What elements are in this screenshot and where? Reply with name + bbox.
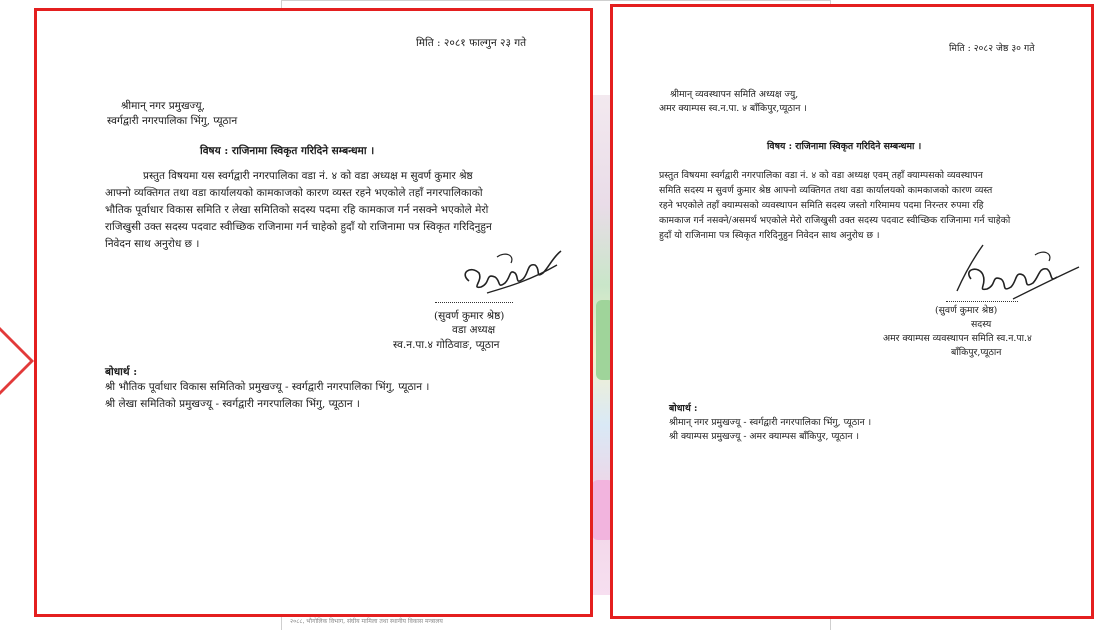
addressee-line: अमर क्याम्पस स्व.न.पा. ४ बाँकिपुर,प्यूठान ।: [659, 103, 807, 114]
cc-line: श्री क्याम्पस प्रमुखज्यू - अमर क्याम्पस बाँकिपुर, प्यूठान ।: [669, 431, 859, 442]
cc-line: श्रीमान् नगर प्रमुखज्यू - स्वर्गद्वारी नगरपालिका भिंगु, प्यूठान ।: [669, 417, 872, 428]
body-line: निवेदन साथ अनुरोध छ ।: [105, 238, 200, 250]
signatory-title: सदस्य: [971, 319, 992, 330]
signatory-office: स्व.न.पा.४ गोठिवाङ, प्यूठान: [393, 339, 500, 351]
body-line: कामकाज गर्न नसक्ने/असमर्थ भएकोले मेरो राजिखुसी उक्त सदस्य पदवाट स्वीच्छिक राजिनामा गर्न चाहेको: [659, 215, 1011, 226]
signature-line: [946, 301, 1018, 302]
signatory-office: अमर क्याम्पस व्यवस्थापन समिति स्व.न.पा.४: [883, 333, 1032, 344]
body-line: हुदाँ यो राजिनामा पत्र स्विकृत गरिदिनुहुन निवेदन साथ अनुरोध छ ।: [659, 230, 880, 241]
body-line: भौतिक पूर्वाधार विकास समिति र लेखा समितिको सदस्य पदमा रहि कामकाज गर्न नसक्ने भएकोले मेरो: [105, 204, 489, 216]
cc-heading: बोधार्थ :: [105, 366, 138, 378]
body-line: आफ्नो व्यक्तिगत तथा वडा कार्यालयको कामकाजको कारण व्यस्त रहने भएकोले तहाँ नगरपालिकाको: [105, 187, 483, 199]
addressee-line: श्रीमान् व्यवस्थापन समिति अध्यक्ष ज्यु,: [670, 89, 799, 100]
background-footer-note: २०८८, भौगोलिक विभाग, संघीय मामिला तथा स्थानीय विकास मन्त्रालय: [290, 618, 443, 625]
body-line: राजिखुसी उक्त सदस्य पदवाट स्वीच्छिक राजिनामा गर्न चाहेको हुदाँ यो राजिनामा पत्र स्विकृत गरिदिनुहुन: [105, 221, 492, 233]
letter-subject: विषय : राजिनामा स्विकृत गरिदिने सम्बन्धमा ।: [200, 145, 375, 157]
signatory-name: (सुवर्ण कुमार श्रेष्ठ): [935, 305, 998, 316]
body-line: प्रस्तुत विषयमा यस स्वर्गद्वारी नगरपालिका वडा नं. ४ को वडा अध्यक्ष म सुवर्ण कुमार श्रेष्ठ: [143, 170, 473, 182]
body-line: प्रस्तुत विषयमा स्वर्गद्वारी नगरपालिका वडा नं. ४ को वडा अध्यक्ष एवम् तहाँ क्याम्पसको व्यवस्थापन: [659, 170, 983, 181]
background-page-top-rule: [281, 0, 831, 1]
cc-heading: बोधार्थ :: [669, 403, 698, 414]
letter-subject: विषय : राजिनामा स्विकृत गरिदिने सम्बन्धमा ।: [767, 141, 922, 152]
body-line: रहने भएकोले तहाँ क्याम्पसको व्यवस्थापन समिति सदस्य जस्तो गरिमामय पदमा निरन्तर रुपमा रहि: [659, 200, 984, 211]
letter-date: मिति : २०८१ फाल्गुन २३ गते: [416, 37, 527, 49]
addressee-line: श्रीमान् नगर प्रमुखज्यू,: [121, 100, 205, 112]
cc-line: श्री लेखा समितिको प्रमुखज्यू - स्वर्गद्वारी नगरपालिका भिंगु, प्यूठान ।: [105, 398, 360, 410]
signature-line: [435, 302, 513, 303]
addressee-line: स्वर्गद्वारी नगरपालिका भिंगु, प्यूठान: [107, 115, 238, 127]
left-arrow-icon-inner: [0, 331, 30, 391]
signatory-place: बाँकिपुर,प्यूठान: [951, 347, 1002, 358]
resignation-letter-1: [34, 8, 593, 617]
signatory-title: वडा अध्यक्ष: [452, 324, 496, 336]
signatory-name: (सुवर्ण कुमार श्रेष्ठ): [434, 310, 505, 322]
body-line: समिति सदस्य म सुवर्ण कुमार श्रेष्ठ आफ्नो व्यक्तिगत तथा वडा कार्यालयको कामकाजको कारण व्यस्त: [659, 185, 993, 196]
handwritten-signature: [457, 243, 567, 305]
letter-date: मिति : २०८२ जेष्ठ ३० गते: [949, 43, 1035, 54]
resignation-letter-2: [610, 4, 1094, 619]
cc-line: श्री भौतिक पूर्वाधार विकास समितिको प्रमुखज्यू - स्वर्गद्वारी नगरपालिका भिंगु, प्यूठान ।: [105, 381, 430, 393]
